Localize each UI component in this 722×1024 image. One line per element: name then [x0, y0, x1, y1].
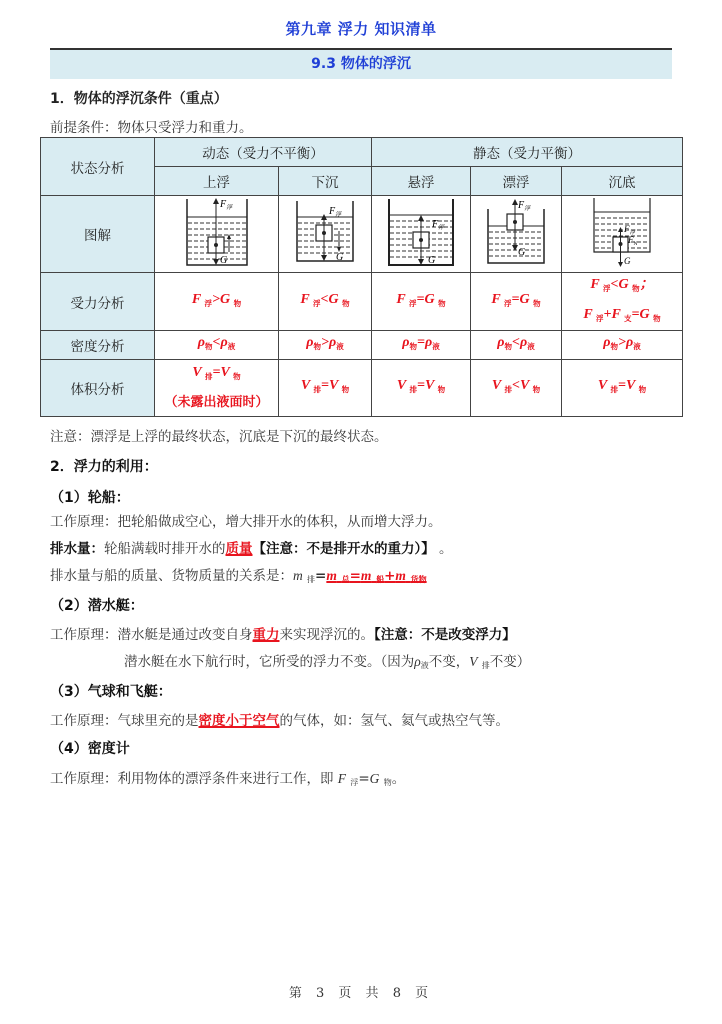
force-rising: F $_浮$>G $_物$: [155, 273, 279, 331]
density-bottom: $\rho_物>\rho_液$: [562, 331, 683, 360]
ship-principle: 工作原理：把轮船做成空心，增大排开水的体积，从而增大浮力。: [50, 514, 442, 530]
premise-text: 前提条件：物体只受浮力和重力。: [50, 120, 253, 136]
svg-text:F浮: $F_浮$: [624, 224, 636, 236]
page-number: 第 3 页 共 8 页: [288, 986, 434, 1001]
svg-text:F浮: $F_浮$: [432, 219, 445, 231]
svg-text:F浮: $F_浮$: [329, 206, 342, 218]
row-label-diagram: 图解: [41, 196, 155, 273]
corner-label: 状态分析: [41, 138, 155, 196]
svg-text:G: G: [336, 252, 344, 263]
submarine-heading: （2）潜水艇：: [50, 598, 144, 614]
svg-text:G: G: [518, 247, 526, 258]
row-label-volume: 体积分析: [41, 360, 155, 417]
density-sinking: $\rho_物>\rho_液$: [279, 331, 372, 360]
sinking-diagram-icon: [294, 199, 356, 265]
svg-text:G: G: [428, 255, 436, 266]
svg-text:F浮: $F_浮$: [518, 200, 531, 212]
group-static: 静态（受力平衡）: [372, 138, 683, 167]
svg-text:FN: $F_N$: [628, 235, 638, 247]
ship-displacement: 排水量：轮船满载时排开水的质量【注意：不是排开水的重力）】 。: [50, 541, 453, 557]
diagram-rising: [155, 196, 279, 273]
force-sinking: F $_浮$<G $_物$: [279, 273, 372, 331]
force-bottom: F $_浮$<G $_物$； F $_浮$+F $_支$=G $_物$: [562, 273, 683, 331]
density-rising: $\rho_物<\rho_液$: [155, 331, 279, 360]
diagram-floating: [471, 196, 562, 273]
force-floating: F $_浮$=G $_物$: [471, 273, 562, 331]
section2-heading: 2．浮力的利用：: [50, 459, 158, 475]
diagram-suspended: [372, 196, 471, 273]
section1-heading: 1．物体的浮沉条件（重点）: [50, 91, 228, 107]
state-suspended: 悬浮: [372, 167, 471, 196]
balloon-principle: 工作原理：气球里充的是密度小于空气的气体，如：氢气、氦气或热空气等。: [50, 713, 509, 729]
table-note: 注意：漂浮是上浮的最终状态，沉底是下沉的最终状态。: [50, 429, 388, 445]
bottom-diagram-icon: [591, 196, 653, 268]
state-bottom: 沉底: [562, 167, 683, 196]
volume-rising-note: （未露出液面时）: [164, 395, 269, 410]
submarine-line2: 潜水艇在水下航行时，它所受的浮力不变。（因为$\rho_液$不变，V $_排$不变）: [124, 654, 531, 670]
document-title: 第九章 浮力 知识清单: [285, 20, 437, 38]
diagram-sinking: [279, 196, 372, 273]
volume-rising: V $_排$=V $_物$ （未露出液面时）: [155, 360, 279, 417]
density-floating: $\rho_物<\rho_液$: [471, 331, 562, 360]
row-label-force: 受力分析: [41, 273, 155, 331]
floating-diagram-icon: [485, 199, 547, 265]
volume-suspended: V $_排$=V $_物$: [372, 360, 471, 417]
buoyancy-conditions-table: [40, 137, 683, 417]
row-label-density: 密度分析: [41, 331, 155, 360]
rising-diagram-icon: [182, 197, 252, 267]
svg-text:F浮: $F_浮$: [219, 199, 232, 211]
state-floating: 漂浮: [471, 167, 562, 196]
section-title-band: 9.3 物体的浮沉: [50, 50, 672, 79]
svg-text:G: G: [624, 256, 631, 266]
density-suspended: $\rho_物=\rho_液$: [372, 331, 471, 360]
state-rising: 上浮: [155, 167, 279, 196]
volume-bottom: V $_排$=V $_物$: [562, 360, 683, 417]
ship-heading: （1）轮船：: [50, 490, 130, 506]
volume-sinking: V $_排$=V $_物$: [279, 360, 372, 417]
volume-floating: V $_排$<V $_物$: [471, 360, 562, 417]
svg-text:G: G: [219, 255, 227, 266]
group-dynamic: 动态（受力不平衡）: [155, 138, 372, 167]
hydrometer-heading: （4）密度计: [50, 741, 130, 757]
force-suspended: F $_浮$=G $_物$: [372, 273, 471, 331]
balloon-heading: （3）气球和飞艇：: [50, 684, 172, 700]
submarine-principle: 工作原理：潜水艇是通过改变自身重力来实现浮沉的。【注意：不是改变浮力】: [50, 627, 516, 643]
state-sinking: 下沉: [279, 167, 372, 196]
ship-relation: 排水量与船的质量、货物质量的关系是：m $_排$=m $_总$=m $_船$+m $_{货物}$: [50, 568, 427, 584]
diagram-bottom: [562, 196, 683, 273]
suspended-diagram-icon: [386, 197, 456, 267]
hydrometer-principle: 工作原理：利用物体的漂浮条件来进行工作，即 F $_浮$=G $_物$。: [50, 771, 406, 787]
